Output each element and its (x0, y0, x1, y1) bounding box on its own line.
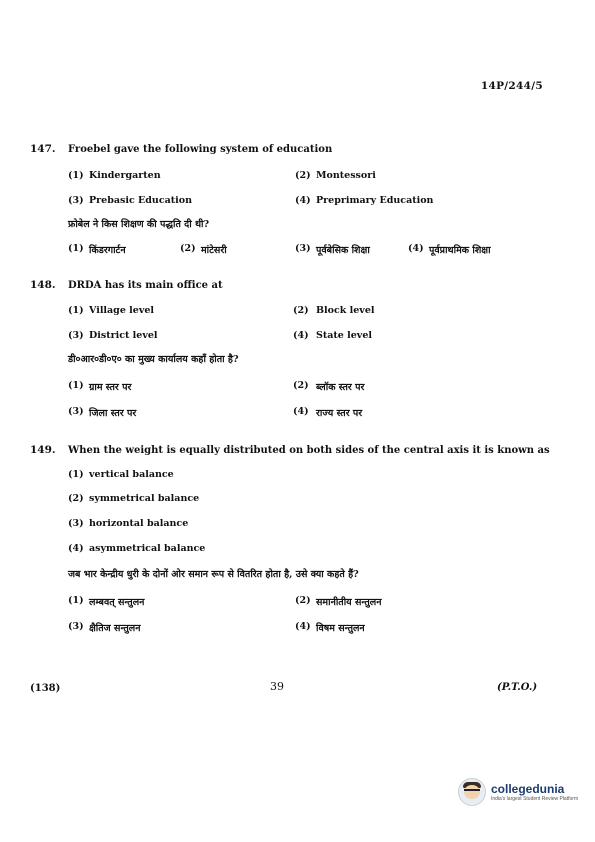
option-label: Village level (89, 305, 155, 316)
option-label: समानीतीय सन्तुलन (316, 597, 382, 608)
option-label: Montessori (316, 170, 376, 181)
option-label: मांटेसरी (201, 245, 227, 256)
option-number: (2) (293, 380, 309, 391)
option-label: Prebasic Education (89, 195, 193, 206)
option-number: (4) (295, 621, 311, 632)
footer-code: (138) (30, 683, 61, 694)
page-number: 39 (270, 680, 284, 693)
option-number: (4) (295, 195, 311, 206)
option-label: symmetrical balance (89, 493, 200, 504)
option-label: राज्य स्तर पर (316, 408, 363, 419)
option-label: vertical balance (89, 469, 174, 480)
option-label: ब्लॉक स्तर पर (316, 382, 365, 393)
paper-code: 14P/244/5 (480, 80, 543, 92)
pto-label: (P.T.O.) (497, 682, 538, 693)
option-number: (2) (180, 243, 196, 254)
option-number: (1) (68, 243, 84, 254)
hindi-question-text: फ्रोबेल ने किस शिक्षण की पद्धति दी थी? (68, 219, 210, 230)
option-number: (2) (295, 170, 311, 181)
watermark-tagline: India's largest Student Review Platform (491, 796, 579, 802)
option-number: (1) (68, 305, 84, 316)
option-number: (3) (68, 621, 84, 632)
option-number: (4) (408, 243, 424, 254)
option-number: (3) (68, 330, 84, 341)
option-number: (2) (68, 493, 84, 504)
question-number: 147. (30, 143, 56, 155)
option-number: (1) (68, 170, 84, 181)
option-number: (1) (68, 595, 84, 606)
option-label: asymmetrical balance (89, 543, 206, 554)
option-label: Kindergarten (89, 170, 161, 181)
option-label: किंडरगार्टन (89, 245, 126, 256)
option-label: पूर्वप्राथमिक शिक्षा (429, 245, 491, 256)
option-number: (3) (295, 243, 311, 254)
option-label: District level (89, 330, 158, 341)
question-number: 148. (30, 279, 56, 291)
hindi-question-text: जब भार केन्द्रीय धुरी के दोनों ओर समान रूप से वितरित होता है, उसे क्या कहते हैं? (68, 569, 359, 580)
question-text: Froebel gave the following system of education (68, 144, 333, 155)
student-avatar-icon (458, 778, 486, 806)
watermark-brand: collegedunia (491, 782, 565, 796)
option-label: विषम सन्तुलन (316, 623, 365, 634)
option-number: (3) (68, 406, 84, 417)
option-number: (4) (68, 543, 84, 554)
option-number: (3) (68, 195, 84, 206)
option-label: जिला स्तर पर (89, 408, 137, 419)
option-number: (4) (293, 330, 309, 341)
question-number: 149. (30, 444, 56, 456)
hindi-question-text: डी०आर०डी०ए० का मुख्य कार्यालय कहाँ होता है? (68, 354, 239, 365)
option-label: Block level (316, 305, 375, 316)
question-text: DRDA has its main office at (68, 280, 223, 291)
option-number: (1) (68, 469, 84, 480)
option-label: Preprimary Education (316, 195, 434, 206)
option-number: (3) (68, 518, 84, 529)
option-number: (2) (293, 305, 309, 316)
option-label: horizontal balance (89, 518, 189, 529)
option-label: लम्बवत् सन्तुलन (89, 597, 145, 608)
option-number: (2) (295, 595, 311, 606)
option-label: State level (316, 330, 372, 341)
question-text: When the weight is equally distributed on both sides of the central axis it is known as (68, 445, 550, 456)
collegedunia-watermark (458, 778, 578, 806)
option-label: पूर्वबेसिक शिक्षा (316, 245, 370, 256)
option-label: ग्राम स्तर पर (89, 382, 132, 393)
option-number: (4) (293, 406, 309, 417)
option-number: (1) (68, 380, 84, 391)
option-label: क्षैतिज सन्तुलन (89, 623, 141, 634)
